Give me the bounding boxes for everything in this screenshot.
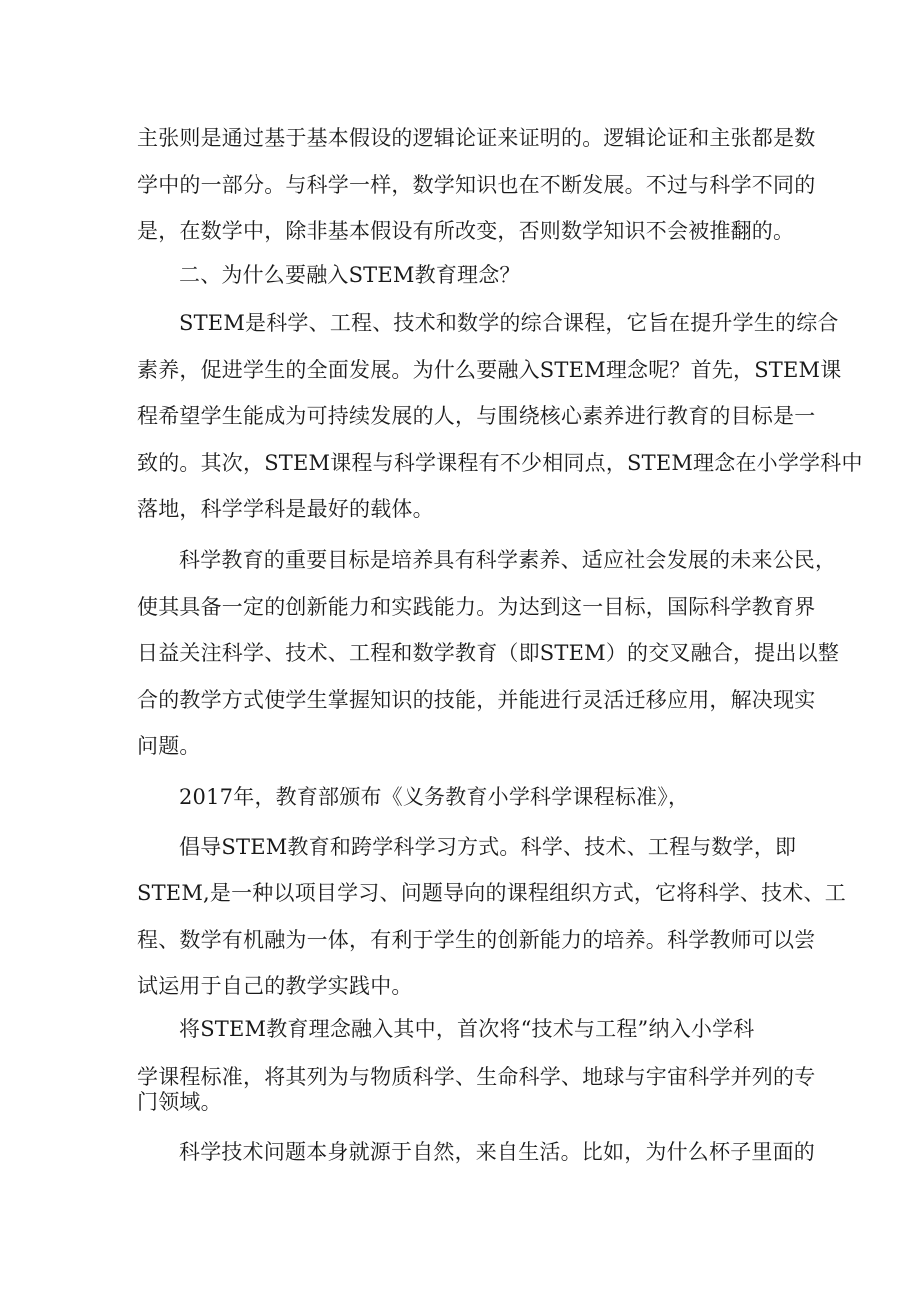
text-line: 科学技术问题本身就源于自然，来自生活。比如，为什么杯子里面的 — [179, 1140, 815, 1164]
text-line: 程希望学生能成为可持续发展的人，与围绕核心素养进行教育的目标是一 — [137, 404, 816, 428]
text-line: 日益关注科学、技术、工程和数学教育（即STEM）的交叉融合，提出以整 — [137, 641, 840, 665]
text-line: 落地，科学学科是最好的载体。 — [137, 497, 434, 521]
text-line: 程、数学有机融为一体，有利于学生的创新能力的培养。科学教师可以尝 — [137, 928, 816, 952]
section-heading: 二、为什么要融入STEM教育理念？ — [179, 263, 521, 287]
text-line: 是，在数学中，除非基本假设有所改变，否则数学知识不会被推翻的。 — [137, 219, 795, 243]
text-line: 合的教学方式使学生掌握知识的技能，并能进行灵活迁移应用，解决现实 — [137, 688, 816, 712]
text-line: 倡导STEM教育和跨学科学习方式。科学、技术、工程与数学，即 — [179, 835, 797, 859]
text-line: 素养，促进学生的全面发展。为什么要融入STEM理念呢？首先，STEM课 — [137, 358, 842, 382]
text-line: 科学教育的重要目标是培养具有科学素养、适应社会发展的未来公民， — [179, 548, 837, 572]
text-line: 门领域。 — [137, 1090, 222, 1114]
text-line: 问题。 — [137, 734, 201, 758]
text-line: STEM,是一种以项目学习、问题导向的课程组织方式，它将科学、技术、工 — [137, 881, 846, 905]
text-line: 学中的一部分。与科学一样，数学知识也在不断发展。不过与科学不同的 — [137, 173, 816, 197]
text-line: 将STEM教育理念融入其中，首次将“技术与工程”纳入小学科 — [179, 1017, 755, 1041]
text-line: 试运用于自己的教学实践中。 — [137, 974, 413, 998]
text-line: 学课程标准，将其列为与物质科学、生命科学、地球与宇宙科学并列的专 — [137, 1065, 816, 1089]
text-line: 致的。其次，STEM课程与科学课程有不少相同点，STEM理念在小学学科中 — [137, 451, 863, 475]
text-line: 使其具备一定的创新能力和实践能力。为达到这一目标，国际科学教育界 — [137, 595, 816, 619]
text-line: STEM是科学、工程、技术和数学的综合课程，它旨在提升学生的综合 — [179, 311, 839, 335]
text-line: 主张则是通过基于基本假设的逻辑论证来证明的。逻辑论证和主张都是数 — [137, 126, 816, 150]
text-line: 2017年，教育部颁布《义务教育小学科学课程标准》， — [179, 785, 690, 809]
